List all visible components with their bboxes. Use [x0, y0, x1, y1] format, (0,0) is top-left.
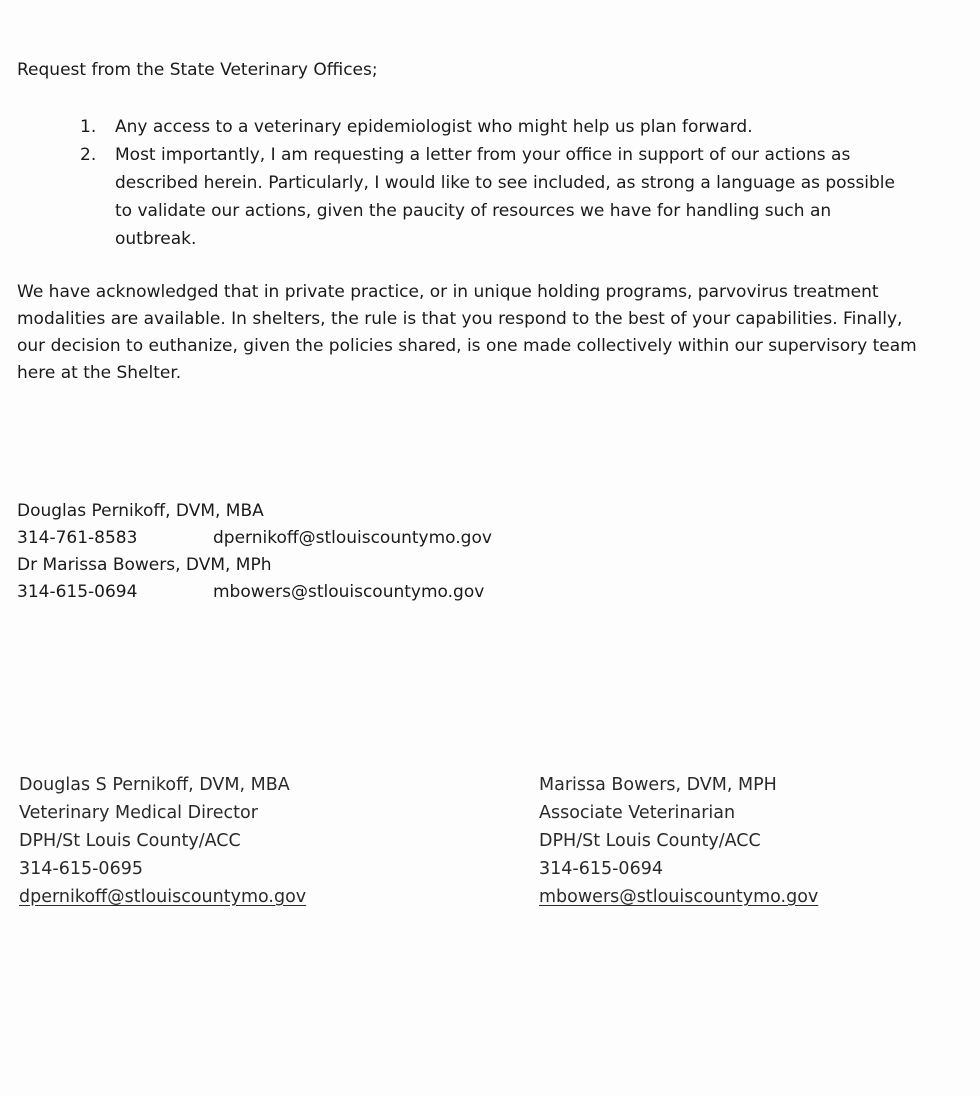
signature-title: Veterinary Medical Director [19, 803, 258, 823]
contact-name: Dr Marissa Bowers, DVM, MPh [17, 555, 272, 575]
signature-block-right [539, 771, 818, 911]
list-number: 1. [80, 117, 97, 137]
contact-phone: 314-615-0694 [17, 582, 138, 602]
contact-email: mbowers@stlouiscountymo.gov [213, 582, 485, 602]
signature-org: DPH/St Louis County/ACC [19, 831, 241, 851]
list-item [80, 113, 900, 141]
signature-phone: 314-615-0694 [539, 859, 663, 879]
signature-block-left [19, 771, 306, 911]
signature-name: Marissa Bowers, DVM, MPH [539, 775, 777, 795]
list-item-text: Most importantly, I am requesting a letter from your office in support of our actions as described herein. Particularly, I would like to see included, as strong a language as possible to validate our actions, given the paucity of resources we have for handling such an outbreak. [115, 145, 895, 249]
list-item [80, 141, 900, 253]
signature-title: Associate Veterinarian [539, 803, 736, 823]
signature-email-link[interactable]: mbowers@stlouiscountymo.gov [539, 887, 819, 907]
contact-name: Douglas Pernikoff, DVM, MBA [17, 501, 264, 521]
list-item-text: Any access to a veterinary epidemiologist who might help us plan forward. [115, 117, 753, 137]
contact-block [17, 498, 492, 606]
contact-phone: 314-761-8583 [17, 528, 138, 548]
signature-email-link[interactable]: dpernikoff@stlouiscountymo.gov [19, 887, 307, 907]
signature-org: DPH/St Louis County/ACC [539, 831, 761, 851]
signature-name: Douglas S Pernikoff, DVM, MBA [19, 775, 290, 795]
intro-line: Request from the State Veterinary Offices; [17, 60, 378, 80]
contact-row [17, 579, 485, 606]
request-list [80, 113, 900, 253]
contact-row [17, 525, 492, 552]
signature-phone: 314-615-0695 [19, 859, 143, 879]
body-paragraph: We have acknowledged that in private practice, or in unique holding programs, parvovirus treatment modalities are available. In shelters, the rule is that you respond to the best of your capabilities. Finally, our decision to euthanize, given the policies shared, is one made collectively within our supervisory team here at the Shelter. [17, 282, 917, 383]
list-number: 2. [80, 145, 97, 165]
contact-email: dpernikoff@stlouiscountymo.gov [213, 528, 492, 548]
